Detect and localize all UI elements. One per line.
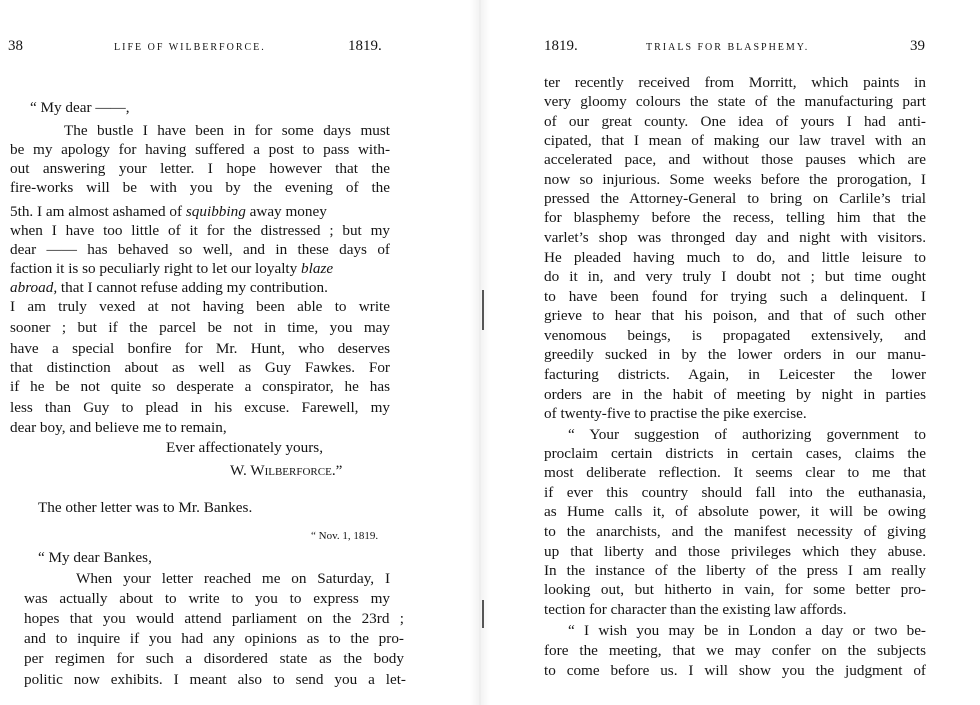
- italic-word: blaze: [301, 260, 334, 277]
- text-line: I am truly vexed at not having been able to write: [10, 298, 390, 315]
- right-page-header: [490, 38, 980, 60]
- text-line: do it in, and very truly I doubt not ; but time ought: [544, 268, 926, 285]
- text-line: facturing districts. Again, in Leicester the lower: [544, 366, 926, 383]
- year-right: 1819.: [544, 38, 578, 54]
- year-left: 1819.: [348, 38, 382, 54]
- text-line: “ Your suggestion of authorizing government to: [568, 426, 926, 443]
- text-line: looking out, but hitherto in vain, for some better pro-: [544, 581, 926, 598]
- text-line: for blasphemy before the recess, telling him that the: [544, 209, 926, 226]
- italic-word: abroad,: [10, 279, 58, 296]
- text-segment: 5th. I am almost ashamed of: [10, 203, 183, 220]
- running-title-right: TRIALS FOR BLASPHEMY.: [646, 42, 810, 53]
- text-line: of twenty-five to practise the pike exercise.: [544, 405, 807, 422]
- text-line: proclaim certain districts in certain cases, claims the: [544, 445, 926, 462]
- text-line: “ My dear Bankes,: [38, 549, 152, 566]
- text-line: less than Guy to plead in his excuse. Farewell, my: [10, 399, 390, 416]
- text-line: if ever this country should fall into the euthanasia,: [544, 484, 926, 501]
- text-line: and to inquire if you had any opinions as to the pro-: [24, 630, 404, 647]
- text-line: very gloomy colours the state of the manufacturing part: [544, 93, 926, 110]
- text-line: of our great county. One idea of yours I had anti-: [544, 113, 926, 130]
- text-line: accelerated pace, and without those pauses which are: [544, 151, 926, 168]
- signoff-line: Ever affectionately yours,: [166, 439, 324, 456]
- text-line: as Hume calls it, of absolute power, it will be owing: [544, 503, 926, 520]
- text-line: that distinction about as well as Guy Fawkes. For: [10, 359, 390, 376]
- text-line: most deliberate reflection. It seems clear to me that: [544, 464, 926, 481]
- text-line: out answering your letter. I hope however that the: [10, 160, 390, 177]
- text-segment: that I cannot refuse adding my contribution.: [60, 279, 328, 296]
- text-line: now so injurious. Some weeks before the prorogation, I: [544, 171, 926, 188]
- running-title-left: LIFE OF WILBERFORCE.: [114, 42, 266, 53]
- text-line: In the instance of the liberty of the press I am really: [544, 562, 926, 579]
- text-line: dear boy, and believe me to remain,: [10, 419, 227, 436]
- text-line: fire-works will be with you by the evening of the: [10, 179, 390, 196]
- text-line: per regimen for such a disordered state as the body: [24, 650, 404, 667]
- text-line: to come before us. I will show you the judgment of: [544, 662, 926, 679]
- page-number-right: 39: [910, 38, 925, 54]
- text-line: if he be not quite so desperate a conspirator, he has: [10, 378, 390, 395]
- text-line: When your letter reached me on Saturday, I: [76, 570, 390, 587]
- text-line: ter recently received from Morritt, which paints in: [544, 74, 926, 91]
- gutter-shadow: [482, 290, 484, 330]
- letter-date: “ Nov. 1, 1819.: [311, 530, 379, 542]
- text-segment: faction it is so peculiarly right to let our loyalty: [10, 260, 298, 277]
- text-line: The other letter was to Mr. Bankes.: [38, 499, 253, 516]
- text-line: varlet’s shop was thronged day and night with visitors.: [544, 229, 926, 246]
- text-line: tection for character than the existing law affords.: [544, 601, 847, 618]
- right-page: [490, 0, 980, 705]
- text-line-with-italic: [10, 259, 333, 278]
- text-line: when I have too little of it for the distressed ; but my: [10, 222, 390, 239]
- text-line: fore the meeting, that we may confer on the subjects: [544, 642, 926, 659]
- text-line: venomous beings, is propagated extensively, and: [544, 327, 926, 344]
- text-line: cipated, that I mean of making our law travel with an: [544, 132, 926, 149]
- text-line: “ My dear ——,: [30, 99, 130, 116]
- italic-word: squibbing: [185, 203, 246, 220]
- text-line: politic now exhibits. I meant also to send you a let-: [24, 671, 406, 688]
- text-line: He pleaded having much to do, and little leisure to: [544, 249, 926, 266]
- text-line: The bustle I have been in for some days must: [64, 122, 390, 139]
- text-line: to have been found for trying such a delinquent. I: [544, 288, 926, 305]
- text-line: have a special bonfire for Mr. Hunt, who deserves: [10, 340, 390, 357]
- text-line: was actually about to write to you to express my: [24, 590, 390, 607]
- page-number-left: 38: [8, 38, 23, 54]
- text-line: sooner ; but if the parcel be not in time, you may: [10, 319, 390, 336]
- text-line-with-italic: [10, 278, 328, 297]
- text-line: dear —— has behaved so well, and in these days of: [10, 241, 390, 258]
- text-line: up that liberty and those privileges which they abuse.: [544, 543, 926, 560]
- text-line: “ I wish you may be in London a day or two be-: [568, 622, 926, 639]
- text-line: to the anarchists, and the manifest necessity of giving: [544, 523, 926, 540]
- text-segment: away money: [249, 203, 327, 220]
- text-line: be my apology for having suffered a post to pass with-: [10, 141, 390, 158]
- text-line: hopes that you would attend parliament on the 23rd ;: [24, 610, 404, 627]
- text-line: orders are in the habit of meeting by night in parties: [544, 386, 926, 403]
- book-gutter: [470, 0, 490, 705]
- signature: W. Wilberforce.”: [230, 462, 343, 479]
- text-line: grieve to hear that his poison, and that of such other: [544, 307, 926, 324]
- text-line: pressed the Attorney-General to bring on Carlile’s trial: [544, 190, 926, 207]
- left-page: [0, 0, 470, 705]
- gutter-shadow: [482, 600, 484, 628]
- text-line-with-italic: [10, 202, 327, 221]
- text-line: greedily sucked in by the lower orders in our manu-: [544, 346, 926, 363]
- left-page-header: [0, 38, 470, 60]
